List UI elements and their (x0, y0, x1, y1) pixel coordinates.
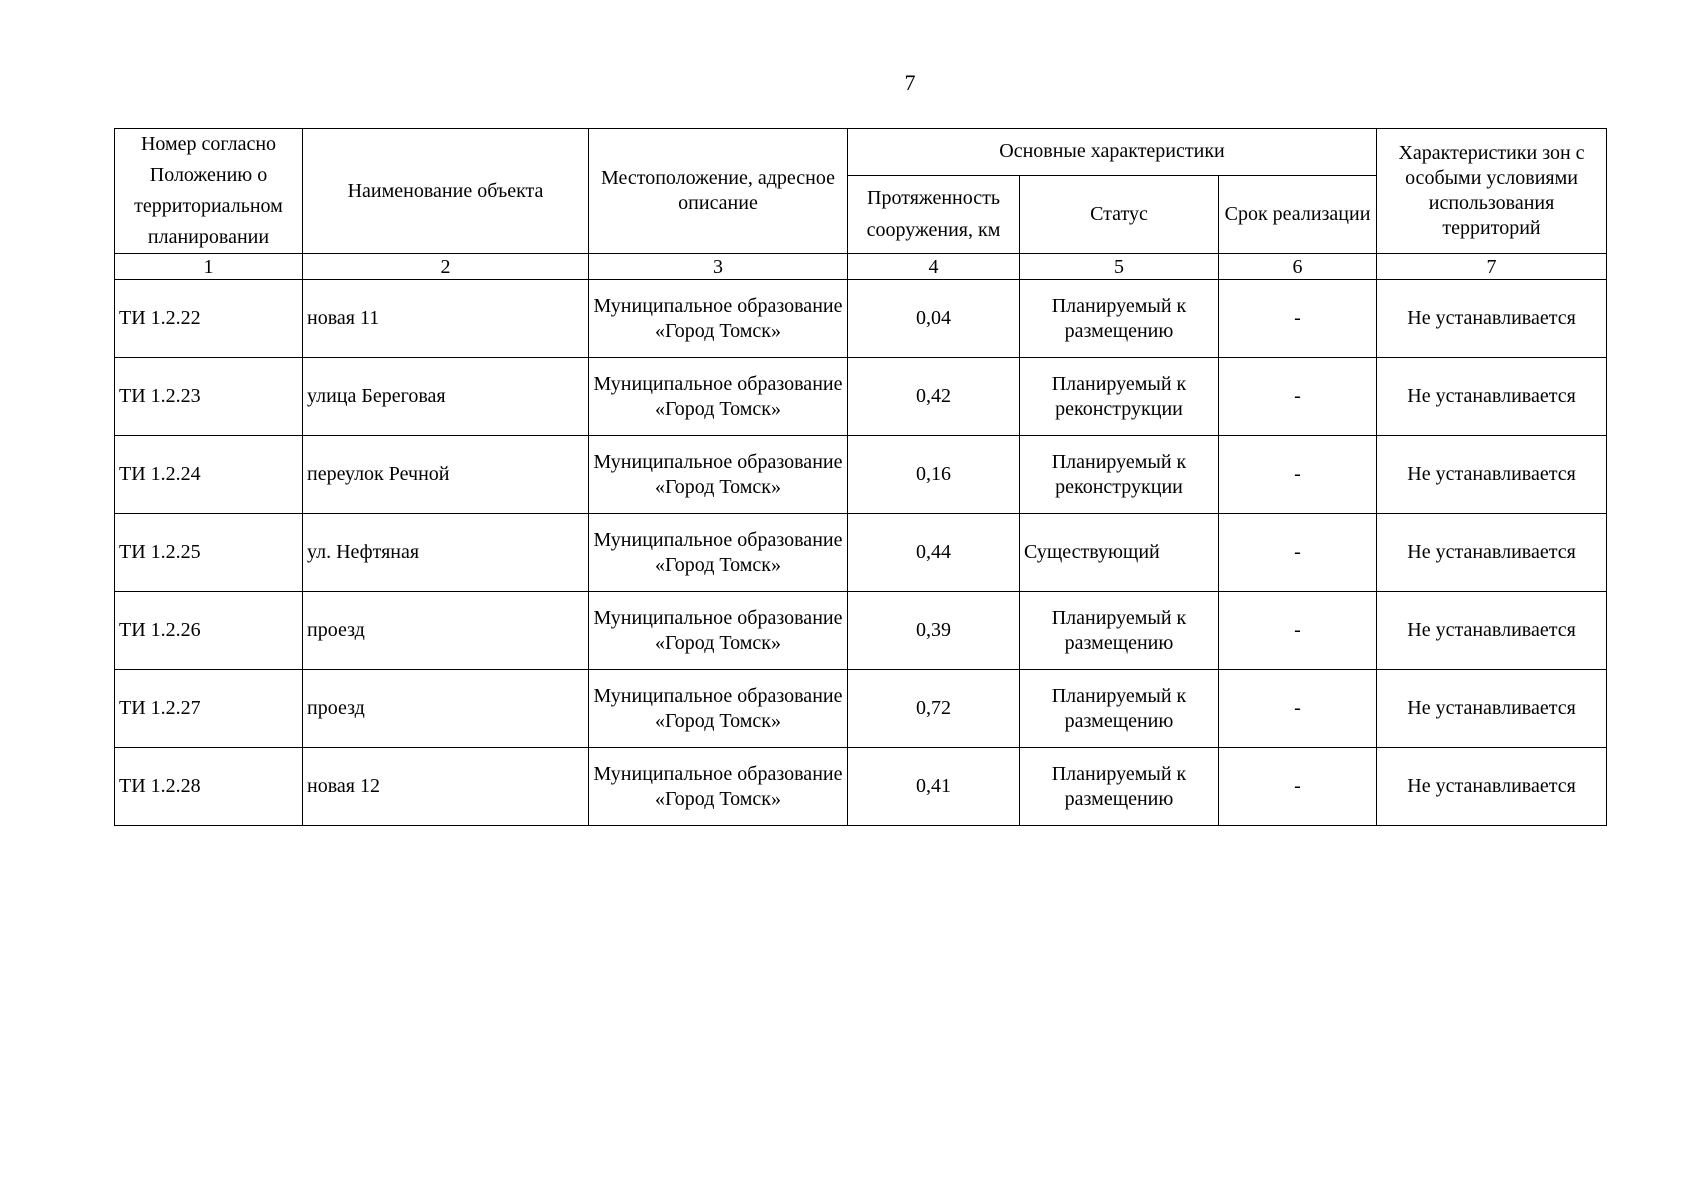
table-row (115, 748, 1607, 826)
cell-location: Муниципальное образование «Город Томск» (589, 436, 848, 514)
cell-name: улица Береговая (303, 358, 589, 436)
cell-number: ТИ 1.2.27 (115, 670, 303, 748)
header-zones: Характеристики зон с особыми условиями использования территорий (1377, 129, 1607, 254)
table-row (115, 514, 1607, 592)
cell-number: ТИ 1.2.25 (115, 514, 303, 592)
table-row (115, 592, 1607, 670)
cell-length: 0,16 (848, 436, 1020, 514)
header-main-characteristics: Основные характеристики (848, 129, 1377, 176)
cell-number: ТИ 1.2.26 (115, 592, 303, 670)
header-term: Срок реализации (1219, 175, 1377, 253)
cell-zones: Не устанавливается (1377, 436, 1607, 514)
cell-location: Муниципальное образование «Город Томск» (589, 358, 848, 436)
cell-status: Планируемый к реконструкции (1020, 358, 1219, 436)
cell-length: 0,42 (848, 358, 1020, 436)
header-location: Местоположение, адресное описание (589, 129, 848, 254)
column-number: 2 (303, 254, 589, 280)
column-number: 3 (589, 254, 848, 280)
cell-term: - (1219, 670, 1377, 748)
cell-length: 0,39 (848, 592, 1020, 670)
objects-table (114, 128, 1607, 826)
cell-number: ТИ 1.2.22 (115, 280, 303, 358)
cell-number: ТИ 1.2.28 (115, 748, 303, 826)
table-row (115, 280, 1607, 358)
header-name: Наименование объекта (303, 129, 589, 254)
cell-zones: Не устанавливается (1377, 670, 1607, 748)
cell-number: ТИ 1.2.23 (115, 358, 303, 436)
cell-term: - (1219, 592, 1377, 670)
cell-name: проезд (303, 670, 589, 748)
column-number: 5 (1020, 254, 1219, 280)
column-numbers-row (115, 254, 1607, 280)
cell-status: Планируемый к реконструкции (1020, 436, 1219, 514)
cell-name: переулок Речной (303, 436, 589, 514)
cell-term: - (1219, 358, 1377, 436)
header-length: Протяженность сооружения, км (848, 175, 1020, 253)
table-row (115, 670, 1607, 748)
table-row (115, 436, 1607, 514)
cell-status: Планируемый к размещению (1020, 670, 1219, 748)
cell-name: новая 12 (303, 748, 589, 826)
cell-location: Муниципальное образование «Город Томск» (589, 514, 848, 592)
cell-name: новая 11 (303, 280, 589, 358)
cell-length: 0,44 (848, 514, 1020, 592)
cell-name: проезд (303, 592, 589, 670)
cell-zones: Не устанавливается (1377, 748, 1607, 826)
column-number: 4 (848, 254, 1020, 280)
cell-status: Планируемый к размещению (1020, 748, 1219, 826)
cell-term: - (1219, 280, 1377, 358)
cell-length: 0,41 (848, 748, 1020, 826)
cell-zones: Не устанавливается (1377, 358, 1607, 436)
column-number: 7 (1377, 254, 1607, 280)
cell-zones: Не устанавливается (1377, 514, 1607, 592)
table-row (115, 358, 1607, 436)
cell-term: - (1219, 514, 1377, 592)
cell-location: Муниципальное образование «Город Томск» (589, 592, 848, 670)
cell-length: 0,72 (848, 670, 1020, 748)
cell-location: Муниципальное образование «Город Томск» (589, 280, 848, 358)
cell-number: ТИ 1.2.24 (115, 436, 303, 514)
cell-name: ул. Нефтяная (303, 514, 589, 592)
page-number: 7 (904, 70, 916, 95)
column-number: 1 (115, 254, 303, 280)
cell-status: Существующий (1020, 514, 1219, 592)
cell-location: Муниципальное образование «Город Томск» (589, 670, 848, 748)
cell-zones: Не устанавливается (1377, 592, 1607, 670)
header-status: Статус (1020, 175, 1219, 253)
cell-location: Муниципальное образование «Город Томск» (589, 748, 848, 826)
header-number: Номер согласно Положению о территориальном планировании (115, 129, 303, 254)
cell-zones: Не устанавливается (1377, 280, 1607, 358)
cell-term: - (1219, 436, 1377, 514)
column-number: 6 (1219, 254, 1377, 280)
cell-term: - (1219, 748, 1377, 826)
cell-status: Планируемый к размещению (1020, 280, 1219, 358)
cell-length: 0,04 (848, 280, 1020, 358)
header-row (115, 129, 1607, 176)
cell-status: Планируемый к размещению (1020, 592, 1219, 670)
